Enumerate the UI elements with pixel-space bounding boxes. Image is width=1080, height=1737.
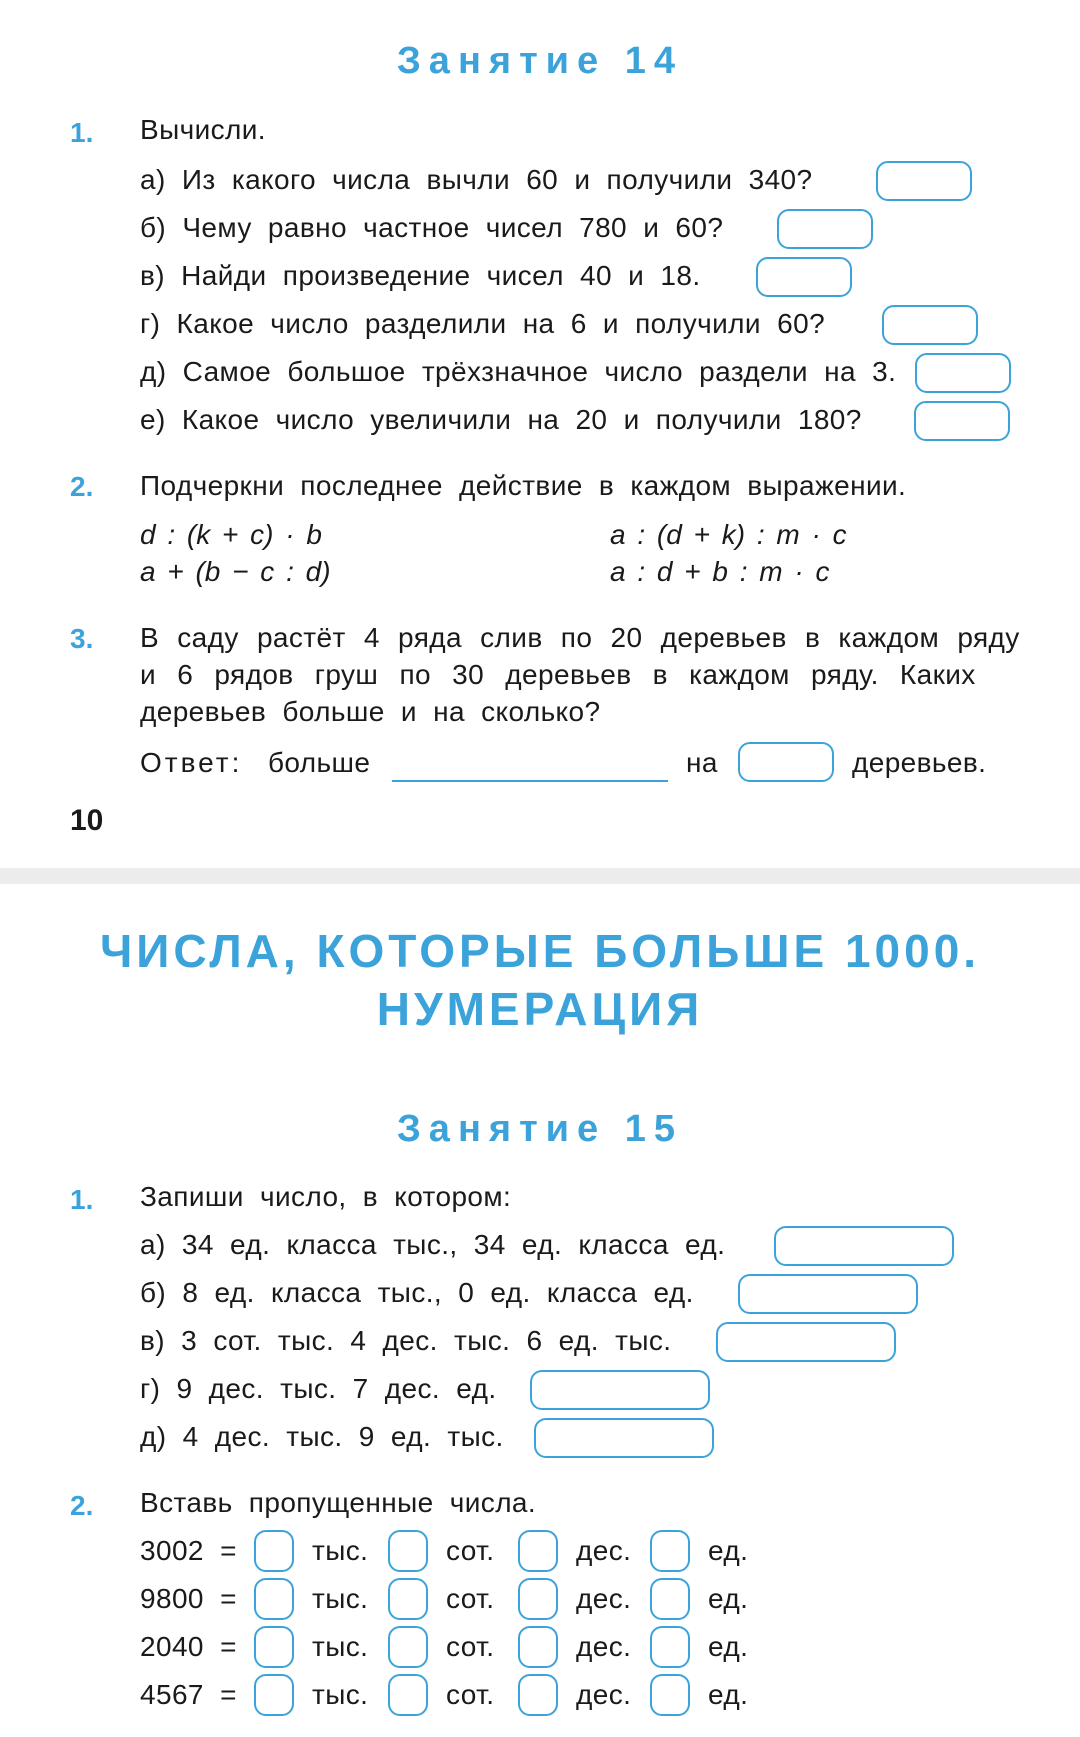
- expression[interactable]: d : (k + c) · b: [140, 519, 322, 550]
- number-row-label: 2040 =: [140, 1631, 237, 1662]
- page-number: 10: [70, 804, 104, 837]
- digit-box-hundreds[interactable]: [388, 1578, 428, 1620]
- section-title-line1: ЧИСЛА, КОТОРЫЕ БОЛЬШЕ 1000.: [99, 925, 981, 977]
- task-number: 2.: [70, 1490, 94, 1521]
- unit-label-hundreds: сот.: [446, 1535, 495, 1566]
- unit-label-thousands: тыс.: [312, 1631, 369, 1662]
- digit-box-units[interactable]: [650, 1530, 690, 1572]
- unit-label-tens: дес.: [576, 1583, 632, 1614]
- unit-label-thousands: тыс.: [312, 1535, 369, 1566]
- task-prompt: Запиши число, в котором:: [140, 1181, 512, 1212]
- digit-box-tens[interactable]: [518, 1578, 558, 1620]
- expression[interactable]: a + (b − c : d): [140, 556, 331, 587]
- task-text-line: деревьев больше и на сколько?: [140, 696, 601, 727]
- task-item: д) Самое большое трёхзначное число раздели на 3.: [140, 356, 897, 387]
- page-10: [0, 0, 1080, 868]
- digit-box-units[interactable]: [650, 1674, 690, 1716]
- answer-box[interactable]: [777, 209, 873, 249]
- answer-box[interactable]: [915, 353, 1011, 393]
- digit-box-units[interactable]: [650, 1626, 690, 1668]
- task-prompt: Подчеркни последнее действие в каждом выражении.: [140, 470, 907, 501]
- digit-box-thousands[interactable]: [254, 1578, 294, 1620]
- lesson-title: Занятие 14: [397, 40, 683, 82]
- task-item: д) 4 дес. тыс. 9 ед. тыс.: [140, 1421, 504, 1452]
- digit-box-units[interactable]: [650, 1578, 690, 1620]
- task-item: г) Какое число разделили на 6 и получили 60?: [140, 308, 826, 339]
- task-item: б) Чему равно частное чисел 780 и 60?: [140, 212, 724, 243]
- task-item: в) 3 сот. тыс. 4 дес. тыс. 6 ед. тыс.: [140, 1325, 672, 1356]
- expression[interactable]: a : (d + k) : m · c: [610, 519, 847, 550]
- digit-box-hundreds[interactable]: [388, 1674, 428, 1716]
- page-divider: [0, 868, 1080, 884]
- digit-box-tens[interactable]: [518, 1530, 558, 1572]
- answer-by-label: на: [686, 747, 718, 778]
- answer-unit-label: деревьев.: [852, 747, 987, 778]
- unit-label-hundreds: сот.: [446, 1583, 495, 1614]
- answer-box[interactable]: [914, 401, 1010, 441]
- page-11: [0, 884, 1080, 1737]
- unit-label-units: ед.: [708, 1535, 749, 1566]
- answer-line[interactable]: [392, 780, 668, 782]
- digit-box-hundreds[interactable]: [388, 1530, 428, 1572]
- task-number: 3.: [70, 623, 94, 654]
- answer-more-label: больше: [268, 747, 371, 778]
- task-prompt: Вычисли.: [140, 114, 266, 145]
- answer-box[interactable]: [882, 305, 978, 345]
- digit-box-thousands[interactable]: [254, 1674, 294, 1716]
- task-item: а) Из какого числа вычли 60 и получили 340?: [140, 164, 813, 195]
- lesson-title: Занятие 15: [397, 1108, 683, 1150]
- answer-box[interactable]: [738, 1274, 918, 1314]
- task-item: в) Найди произведение чисел 40 и 18.: [140, 260, 701, 291]
- number-row-label: 4567 =: [140, 1679, 237, 1710]
- task-text-line: В саду растёт 4 ряда слив по 20 деревьев в каждом ряду: [140, 622, 1020, 653]
- number-row-label: 9800 =: [140, 1583, 237, 1614]
- unit-label-hundreds: сот.: [446, 1631, 495, 1662]
- number-row-label: 3002 =: [140, 1535, 237, 1566]
- answer-box[interactable]: [534, 1418, 714, 1458]
- answer-box[interactable]: [756, 257, 852, 297]
- task-number: 1.: [70, 117, 94, 148]
- digit-box-hundreds[interactable]: [388, 1626, 428, 1668]
- task-item: г) 9 дес. тыс. 7 дес. ед.: [140, 1373, 497, 1404]
- unit-label-thousands: тыс.: [312, 1679, 369, 1710]
- unit-label-hundreds: сот.: [446, 1679, 495, 1710]
- answer-box[interactable]: [876, 161, 972, 201]
- digit-box-tens[interactable]: [518, 1674, 558, 1716]
- task-number: 2.: [70, 471, 94, 502]
- unit-label-tens: дес.: [576, 1631, 632, 1662]
- answer-label: Ответ:: [140, 747, 243, 778]
- task-item: е) Какое число увеличили на 20 и получили 180?: [140, 404, 862, 435]
- task-text-line: и 6 рядов груш по 30 деревьев в каждом ряду. Каких: [140, 659, 976, 690]
- expression[interactable]: a : d + b : m · c: [610, 556, 830, 587]
- task-prompt: Вставь пропущенные числа.: [140, 1487, 537, 1518]
- task-item: а) 34 ед. класса тыс., 34 ед. класса ед.: [140, 1229, 726, 1260]
- unit-label-units: ед.: [708, 1583, 749, 1614]
- task-number: 1.: [70, 1184, 94, 1215]
- unit-label-thousands: тыс.: [312, 1583, 369, 1614]
- digit-box-thousands[interactable]: [254, 1530, 294, 1572]
- digit-box-tens[interactable]: [518, 1626, 558, 1668]
- section-title-line2: НУМЕРАЦИЯ: [376, 983, 704, 1035]
- unit-label-tens: дес.: [576, 1535, 632, 1566]
- answer-box[interactable]: [530, 1370, 710, 1410]
- digit-box-thousands[interactable]: [254, 1626, 294, 1668]
- unit-label-tens: дес.: [576, 1679, 632, 1710]
- answer-box[interactable]: [716, 1322, 896, 1362]
- unit-label-units: ед.: [708, 1631, 749, 1662]
- answer-box[interactable]: [774, 1226, 954, 1266]
- answer-box[interactable]: [738, 742, 834, 782]
- task-item: б) 8 ед. класса тыс., 0 ед. класса ед.: [140, 1277, 694, 1308]
- unit-label-units: ед.: [708, 1679, 749, 1710]
